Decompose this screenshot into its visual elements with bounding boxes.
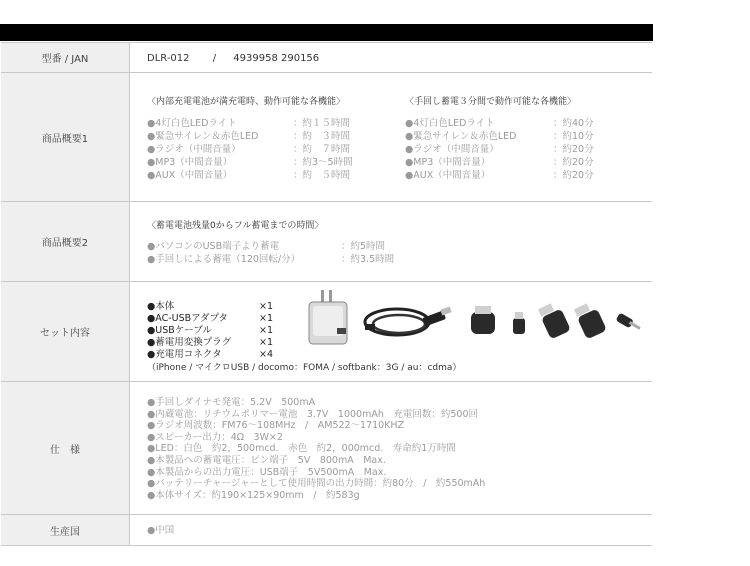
overview1-left-list [147,117,353,182]
list-item: ●4灯白色LEDライト ：約40分 [405,118,594,129]
list-item: ●ラジオ（中間音量） ：約 ７時間 [147,144,351,155]
model-number: DLR-012 [147,53,190,64]
list-item: ●本体サイズ：約190×125×90mm / 約583g [147,489,360,501]
label-specifications: 仕 様 [1,382,130,514]
conversion-plug-icon [616,313,641,330]
list-item: ●AUX（中間音量） ：約 ５時間 [147,170,351,181]
list-item: ●緊急サイレン＆赤色LED ：約 ３時間 [147,131,351,142]
list-item: ●MP3（中間音量） ：約3〜5時間 [147,157,353,168]
micro-usb-connector-icon [513,312,525,334]
overview1-left-title: 〈内部充電電池が満充電時、動作可能な各機能〉 [147,97,346,107]
foma-connector-icon [538,303,571,339]
list-item: ●LED：白色 約2，500mcd. 赤色 約2，000mcd. 寿命約1万時間 [147,443,456,455]
usb-cable-icon [365,306,452,335]
list-item: ●蓄電用変換プラグ ×1 [147,337,274,348]
overview1-right-list [405,117,594,182]
accessories-illustration [295,288,647,358]
list-item: ●AUX（中間音量） ：約20分 [405,170,594,181]
contents-list [147,301,273,361]
label-model-jan: 型番 / JAN [1,43,130,72]
row-origin [1,515,652,546]
label-overview-2: 商品概要2 [1,202,130,281]
row-overview-1 [1,73,652,202]
row-overview-2 [1,202,652,282]
list-item: ●本製品への蓄電電圧：ピン端子 5V 800mA Max. [147,454,386,466]
list-item: ●4灯白色LEDライト ：約１５時間 [147,118,351,129]
spec-list [147,397,485,501]
model-separator: / [212,53,217,64]
list-item: ●スピーカー出力：4Ω 3W×2 [147,431,283,443]
list-item: ●MP3（中間音量） ：約20分 [405,157,594,168]
label-set-contents: セット内容 [1,282,130,381]
label-origin: 生産国 [1,515,130,545]
origin-value: ●中国 [147,525,175,536]
list-item: ●本製品からの出力電圧：USB端子 5V500mA Max. [147,466,387,478]
list-item: ●本体 ×1 [147,301,274,312]
row-set-contents [1,282,652,382]
list-item: ●AC-USBアダプタ ×1 [147,313,274,324]
list-item: ●ラジオ（中間音量） ：約20分 [405,144,594,155]
list-item: ●充電用コネクタ ×4 [147,349,274,360]
row-specifications [1,382,652,515]
overview2-list [147,240,394,266]
row-model-jan [1,42,652,73]
au-connector-icon [574,303,607,339]
contents-note: （iPhone / マイクロUSB / docomo：FOMA / softbank：3G / au：cdma） [147,363,462,373]
iphone-connector-icon [471,306,495,334]
list-item: ●内蔵電池：リチウムポリマー電池 3.7V 1000mAh 充電回数：約500回 [147,408,479,420]
list-item: ●ラジオ周波数：FM76〜108MHz / AM522〜1710KHZ [147,420,405,432]
list-item: ●USBケーブル ×1 [147,325,274,336]
list-item: ●パソコンのUSB端子より蓄電 ：約5時間 [147,241,386,252]
list-item: ●緊急サイレン＆赤色LED ：約10分 [405,131,594,142]
list-item: ●手回しダイナモ発電：5.2V 500mA [147,397,316,408]
list-item: ●手回しによる蓄電（120回転/分） ：約3.5時間 [147,254,395,265]
label-overview-1: 商品概要1 [1,73,130,201]
jan-code: 4939958 290156 [233,53,320,64]
overview2-title: 〈蓄電電池残量0からフル蓄電までの時間〉 [147,221,324,231]
overview1-right-title: 〈手回し蓄電３分間で動作可能な各機能〉 [405,97,577,107]
ac-adapter-icon [309,290,347,344]
header-bar [0,24,653,41]
list-item: ●バッテリーチャージャーとして使用時間の出力時間：約80分 / 約550mAh [147,478,486,490]
